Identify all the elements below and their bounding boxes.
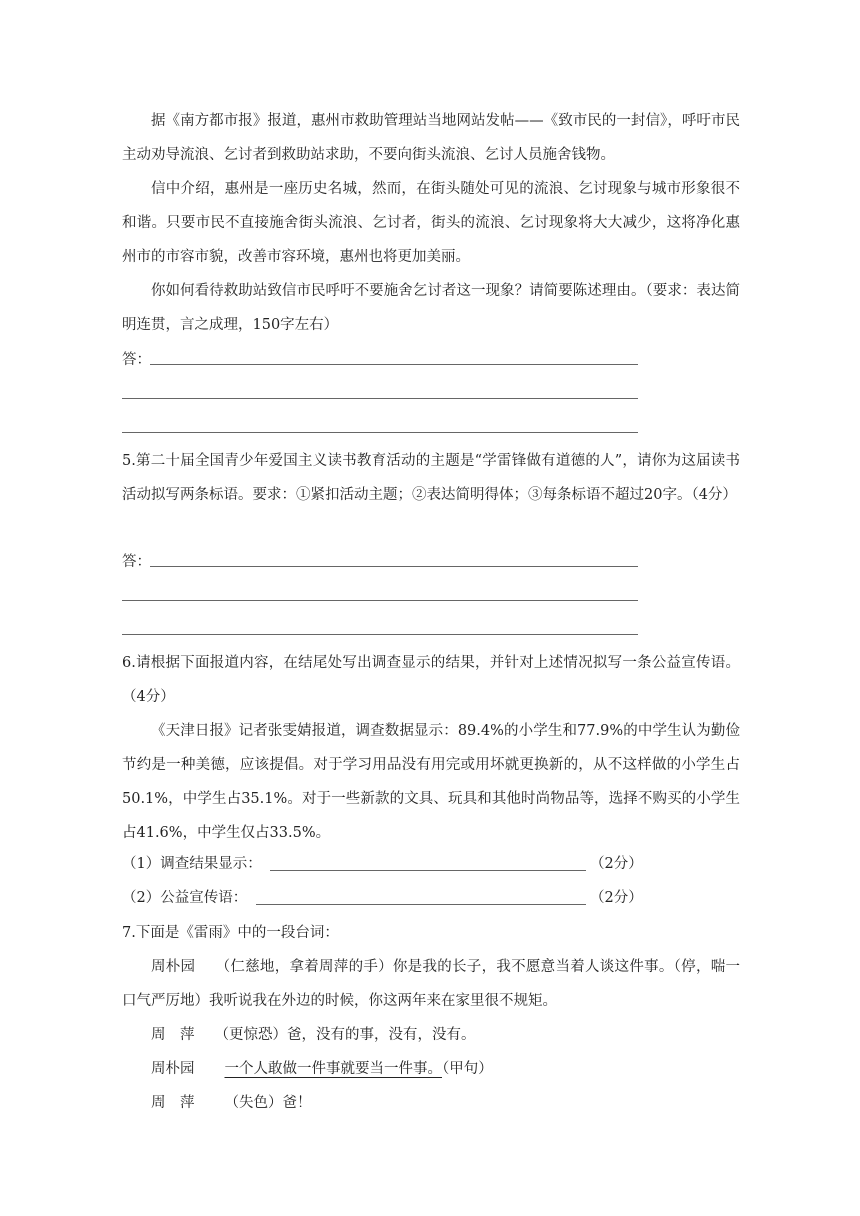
q5-answer-label: 答： bbox=[122, 554, 151, 570]
q4-paragraph-1: 据《南方都市报》报道，惠州市救助管理站当地网站发帖——《致市民的一封信》，呼吁市民主动劝导流浪、乞讨者到救助站求助，不要向街头流浪、乞讨人员施舍钱物。 bbox=[122, 113, 740, 163]
q7-dialogue-line-1 bbox=[122, 950, 740, 1018]
q7-speaker-3: 周朴园 bbox=[151, 1061, 195, 1077]
q6-sub1-label: （1）调查结果显示： bbox=[122, 856, 262, 872]
q4-prompt: 你如何看待救助站致信市民呼吁不要施舍乞讨者这一现象？请简要陈述理由。（要求：表达简明连贯，言之成理，150字左右） bbox=[122, 283, 740, 333]
q5-answer-line-2[interactable] bbox=[122, 600, 638, 601]
q5-question: 5.第二十届全国青少年爱国主义读书教育活动的主题是“学雷锋做有道德的人”，请你为这届读书活动拟写两条标语。要求：①紧扣活动主题；②表达简明得体；③每条标语不超过20字。（4分） bbox=[122, 453, 740, 503]
q4-answer-line-1[interactable] bbox=[150, 364, 638, 365]
q7-line-2-text: （更惊恐）爸，没有的事，没有，没有。 bbox=[214, 1027, 476, 1043]
q6-sub2-score: （2分） bbox=[590, 890, 643, 906]
q7-sentence-a-note: （甲句） bbox=[442, 1061, 493, 1077]
q7-question: 7.下面是《雷雨》中的一段台词： bbox=[122, 925, 339, 941]
q7-line-1-text: （仁慈地，拿着周萍的手）你是我的长子，我不愿意当着人谈这件事。（停，喘一口气严厉地）我听说我在外边的时候，你这两年来在家里很不规矩。 bbox=[122, 959, 740, 1009]
q6-sub1-answer-line[interactable] bbox=[270, 870, 586, 871]
q4-answer-line-3[interactable] bbox=[122, 432, 638, 433]
q7-dialogue-line-4 bbox=[151, 1086, 741, 1120]
q6-question: 6.请根据下面报道内容，在结尾处写出调查显示的结果，并针对上述情况拟写一条公益宣传语。（4分） bbox=[122, 655, 740, 705]
q4-answer-label: 答： bbox=[122, 352, 151, 368]
q7-dialogue-line-2 bbox=[151, 1018, 741, 1052]
q7-sentence-a: 一个人敢做一件事就要当一件事。 bbox=[224, 1061, 442, 1077]
q4-answer-line-2[interactable] bbox=[122, 398, 638, 399]
q6-sub2-answer-line[interactable] bbox=[256, 904, 586, 905]
q6-report: 《天津日报》记者张雯婧报道，调查数据显示：89.4%的小学生和77.9%的中学生认为勤俭节约是一种美德，应该提倡。对于学习用品没有用完或用坏就更换新的，从不这样做的小学生占50.1%，中学生占35.1%。对于一些新款的文具、玩具和其他时尚物品等，选择不购买的小学生占41.6%，中学生仅占33.5%。 bbox=[122, 723, 740, 841]
q7-speaker-2: 周 萍 bbox=[151, 1027, 195, 1043]
q5-answer-line-3[interactable] bbox=[122, 634, 638, 635]
q4-paragraph-2: 信中介绍，惠州是一座历史名城，然而，在街头随处可见的流浪、乞讨现象与城市形象很不和谐。只要市民不直接施舍街头流浪、乞讨者，街头的流浪、乞讨现象将大大减少，这将净化惠州市的市容市貌，改善市容环境，惠州也将更加美丽。 bbox=[122, 181, 740, 265]
q7-line-4-text: （失色）爸！ bbox=[224, 1095, 312, 1111]
q6-sub1-score: （2分） bbox=[590, 856, 643, 872]
q7-dialogue-line-3 bbox=[151, 1052, 741, 1086]
q6-sub2-label: （2）公益宣传语： bbox=[122, 890, 248, 906]
q7-speaker-4: 周 萍 bbox=[151, 1095, 195, 1111]
q5-answer-line-1[interactable] bbox=[150, 566, 638, 567]
q7-speaker-1: 周朴园 bbox=[151, 959, 196, 975]
